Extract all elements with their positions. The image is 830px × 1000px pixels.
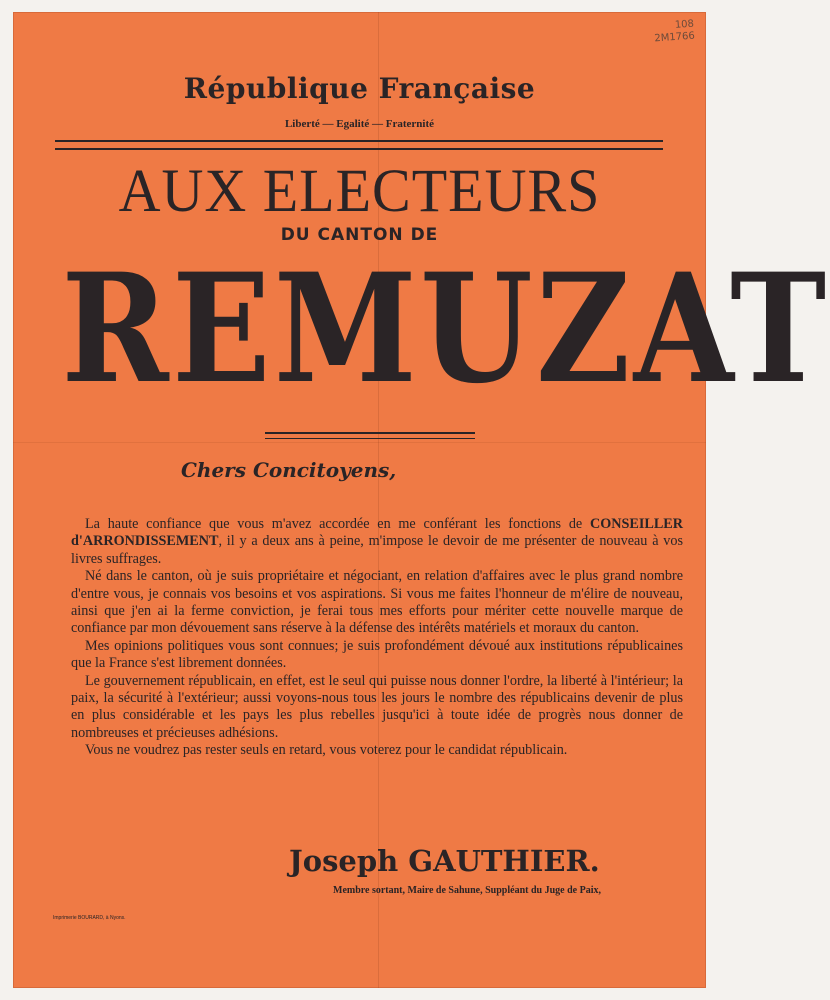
signature-name: Joseph GAUTHIER. — [289, 844, 600, 878]
body-text — [71, 516, 683, 760]
paragraph-2: Né dans le canton, où je suis propriétaire et négociant, en relation d'affaires avec le plus grand nombre d'entre vous, je connais vos besoins et vos aspirations. Si vous me faites l'honneur de m'élire de nouveau, ainsi que j'en ai la ferme conviction, je ferai tous mes efforts pour mériter cette nouvelle marque de confiance par mon dévouement sans réserve à la défense des intérêts matériels et moraux du canton. — [71, 568, 683, 637]
short-rule — [265, 432, 475, 439]
title-remuzat: REMUZAT — [61, 241, 830, 417]
paragraph-1 — [71, 516, 683, 568]
paragraph-4: Le gouvernement républicain, en effet, est le seul qui puisse nous donner l'ordre, la liberté à l'intérieur; la paix, la sécurité à l'extérieur; aussi voyons-nous tous les jours le nombre des républicains devenir de plus en plus considérable et les pays les plus rebelles jusqu'ici à toute idée de progrès nous donner de nombreuses et précieuses adhésions. — [71, 672, 683, 741]
double-rule — [55, 140, 663, 150]
paragraph-5: Vous ne voudrez pas rester seuls en retard, vous voterez pour le candidat républicain. — [85, 742, 568, 759]
salutation: Chers Concitoyens, — [181, 458, 397, 482]
title-aux-electeurs: AUX ELECTEURS — [118, 156, 601, 225]
paragraph-3: Mes opinions politiques vous sont connues; je suis profondément dévoué aux institutions républicaines que la France s'est librement données. — [71, 637, 683, 672]
fold-line-horizontal — [13, 442, 706, 443]
title-du-canton-de: DU CANTON DE — [280, 225, 439, 245]
signature-title: Membre sortant, Maire de Sahune, Suppléant du Juge de Paix, — [333, 885, 601, 896]
election-poster — [13, 12, 830, 988]
republic-heading: République Française — [183, 72, 536, 105]
printer-credit: Imprimerie BOURARD, à Nyons. — [53, 915, 126, 921]
paragraph-1-pre: La haute confiance que vous m'avez accordée en me conférant les fonctions de — [85, 516, 590, 532]
paragraph-1-post: , il y a deux ans à peine, m'impose le devoir de me présenter de nouveau à vos livres suffrages. — [71, 533, 683, 567]
archive-annotation: 108 2M1766 — [653, 18, 695, 45]
motto: Liberté — Egalité — Fraternité — [284, 118, 435, 130]
paragraph-1-bold: CONSEILLER d'ARRONDISSEMENT — [71, 516, 683, 550]
